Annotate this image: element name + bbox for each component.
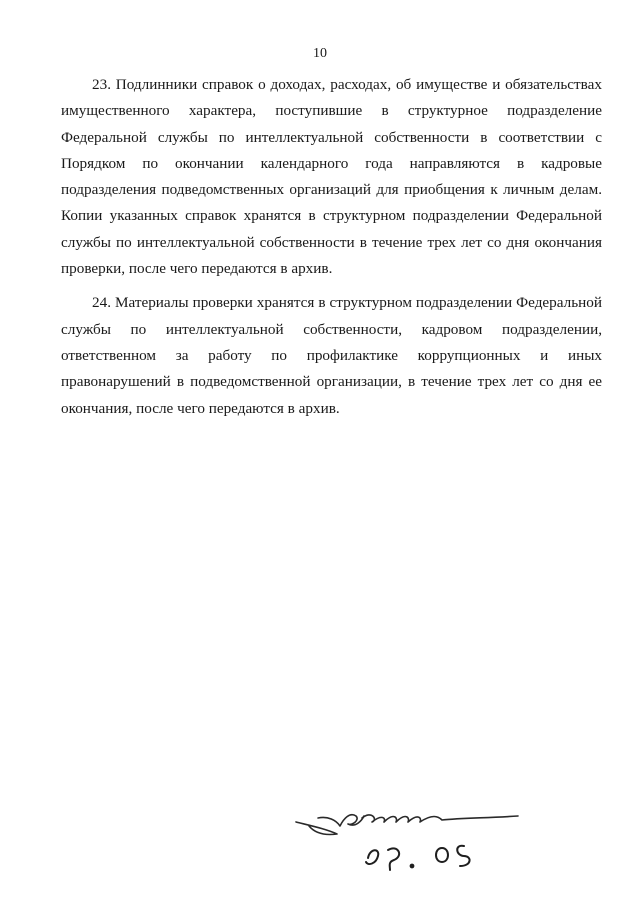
page-number: 10 xyxy=(313,46,327,61)
paragraph-23: 23. Подлинники справок о доходах, расходах, об имуществе и обязательствах имущественного характера, поступившие в структурное подразделение Федеральной службы по интеллектуальной собственности в соответствии с Порядком по окончании календарного года направляются в кадровые подразделения подведомственных организаций для приобщения к личным делам. Копии указанных справок хранятся в структурном подразделении Федеральной службы по интеллектуальной собственности в течение трех лет со дня окончания проверки, после чего передаются в архив. xyxy=(61,76,602,278)
handwritten-signature xyxy=(292,796,522,876)
paragraph-24: 24. Материалы проверки хранятся в структурном подразделении Федеральной службы по интеллектуальной собственности, кадровом подразделении, ответственном за работу по профилактике коррупционных и иных правонарушений в подведомственной организации, в течение трех лет со дня ее окончания, после чего передаются в архив. xyxy=(61,294,602,417)
document-body xyxy=(61,72,602,430)
